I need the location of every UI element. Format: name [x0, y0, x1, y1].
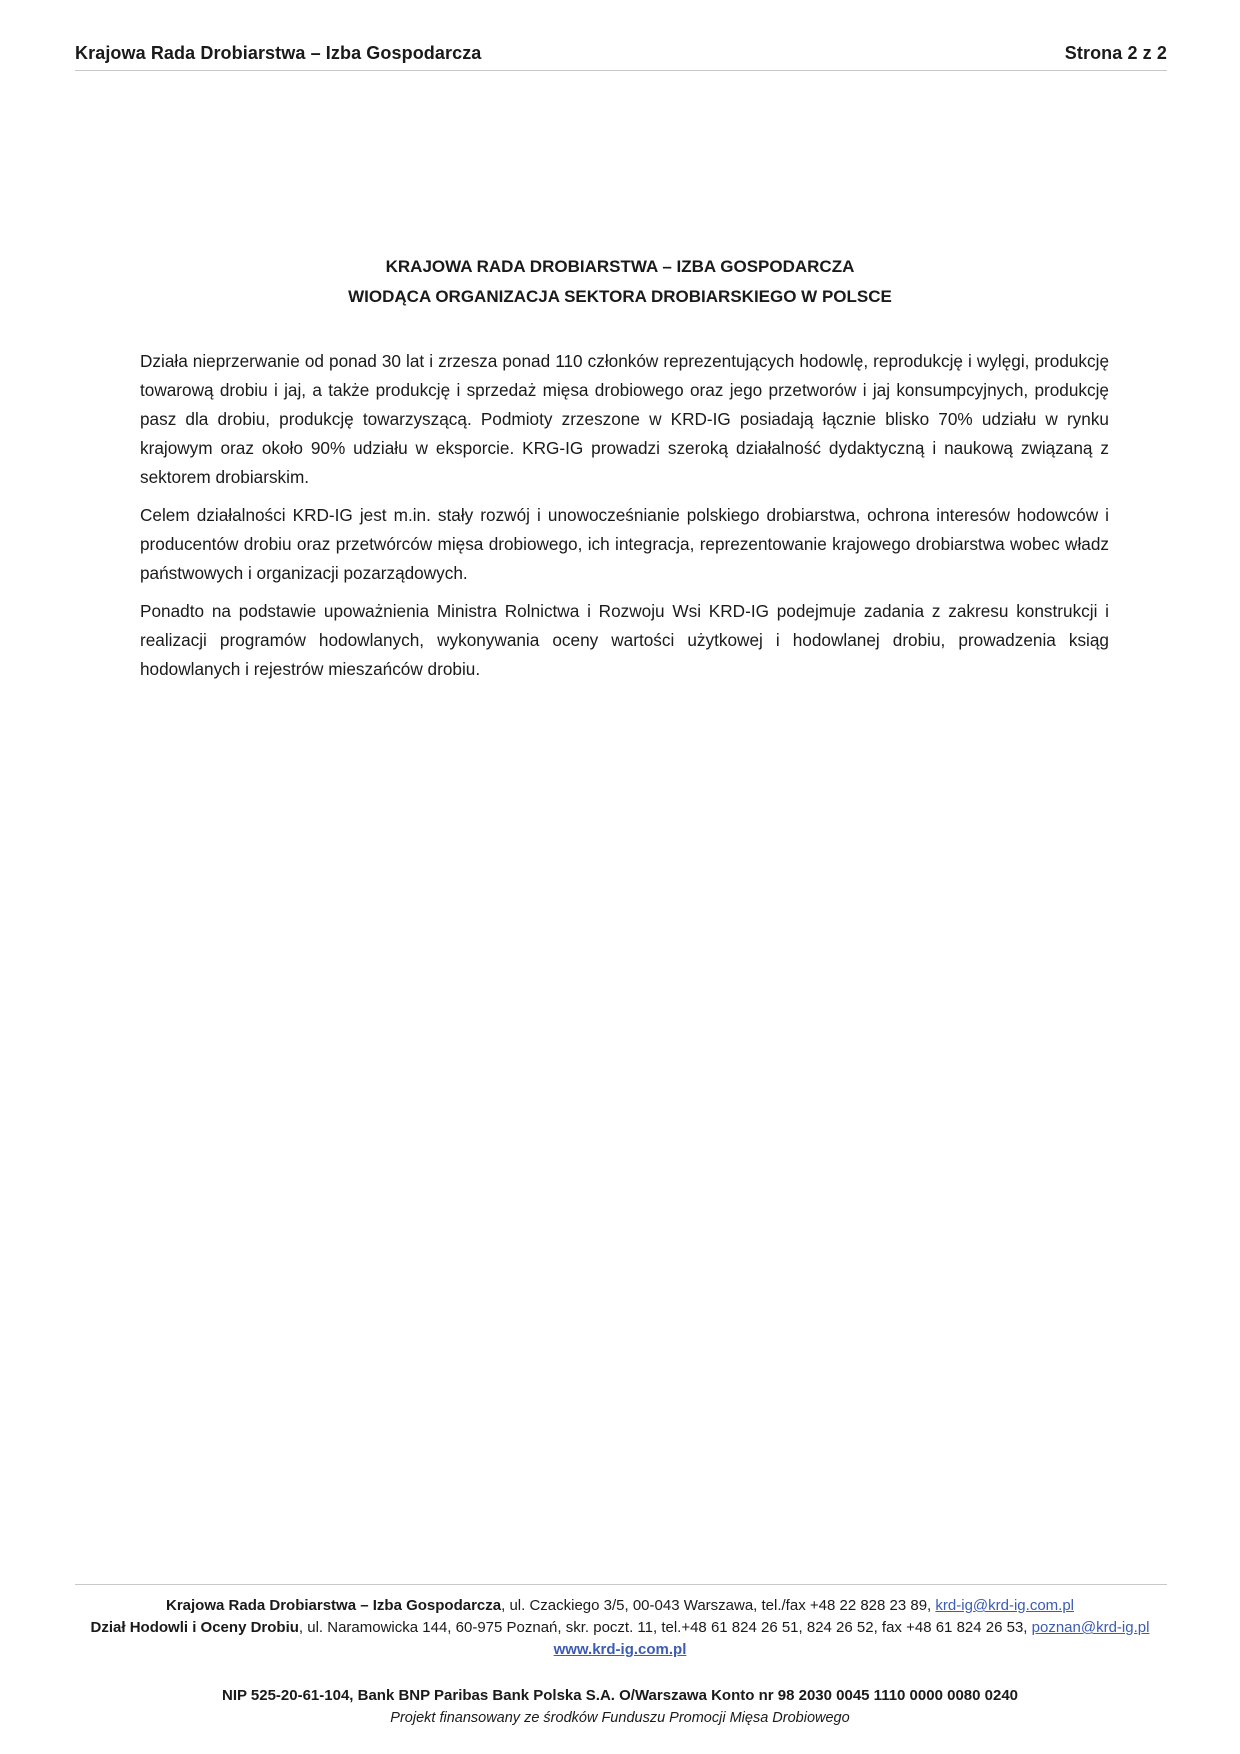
email-link-poznan[interactable]: poznan@krd-ig.pl: [1031, 1619, 1150, 1636]
paragraph-3: Ponadto na podstawie upoważnienia Ministra Rolnictwa i Rozwoju Wsi KRD-IG podejmuje zadania z zakresu konstrukcji i realizacji programów hodowlanych, wykonywania oceny wartości użytkowej i hodowlanej drobiu, prowadzenia ksiąg hodowlanych i rejestrów mieszańców drobiu.: [140, 601, 1109, 679]
document-heading: [140, 252, 1100, 312]
footer-org-name: Krajowa Rada Drobiarstwa – Izba Gospodarcza: [166, 1597, 502, 1614]
footer-divider: [75, 1584, 1167, 1585]
document-body: [140, 347, 1109, 693]
header-title: Krajowa Rada Drobiarstwa – Izba Gospodarcza: [75, 43, 482, 63]
heading-line-1: KRAJOWA RADA DROBIARSTWA – IZBA GOSPODARCZA: [385, 257, 855, 276]
footer-address-line-1: [0, 1595, 1240, 1617]
footer-dept-name: Dział Hodowli i Oceny Drobiu: [90, 1619, 299, 1636]
page-number: Strona 2 z 2: [1064, 43, 1167, 63]
page-footer: [0, 1595, 1240, 1729]
email-link-warszawa[interactable]: krd-ig@krd-ig.com.pl: [935, 1597, 1074, 1614]
footer-website-line: [0, 1639, 1240, 1661]
heading-line-2: WIODĄCA ORGANIZACJA SEKTORA DROBIARSKIEGO W POLSCE: [348, 287, 892, 306]
footer-address-1: , ul. Czackiego 3/5, 00-043 Warszawa, tel./fax +48 22 828 23 89,: [501, 1597, 936, 1614]
website-link[interactable]: www.krd-ig.com.pl: [553, 1641, 687, 1658]
footer-address-2: , ul. Naramowicka 144, 60-975 Poznań, skr. poczt. 11, tel.+48 61 824 26 51, 824 26 52, fax +48 61 824 26 53,: [298, 1619, 1032, 1636]
paragraph-1: Działa nieprzerwanie od ponad 30 lat i zrzesza ponad 110 członków reprezentujących hodowlę, reprodukcję i wylęgi, produkcję towarową drobiu i jaj, a także produkcję i sprzedaż mięsa drobiowego oraz jego przetworów i jaj konsumpcyjnych, produkcję pasz dla drobiu, produkcję towarzyszącą. Podmioty zrzeszone w KRD-IG posiadają łącznie blisko 70% udziału w rynku krajowym oraz około 90% udziału w eksporcie. KRG-IG prowadzi szeroką działalność dydaktyczną i naukową związaną z sektorem drobiarskim.: [140, 351, 1109, 487]
footer-project-note: Projekt finansowany ze środków Funduszu Promocji Mięsa Drobiowego: [390, 1710, 850, 1726]
page-header: [75, 32, 1167, 71]
paragraph-2: Celem działalności KRD-IG jest m.in. stały rozwój i unowocześnianie polskiego drobiarstwa, ochrona interesów hodowców i producentów drobiu oraz przetwórców mięsa drobiowego, ich integracja, reprezentowanie krajowego drobiarstwa wobec władz państwowych i organizacji pozarządowych.: [140, 505, 1109, 583]
footer-nip-bank: NIP 525-20-61-104, Bank BNP Paribas Bank Polska S.A. O/Warszawa Konto nr 98 2030 0045 1110 0000 0080 0240: [221, 1687, 1019, 1704]
footer-address-line-2: [0, 1617, 1240, 1639]
